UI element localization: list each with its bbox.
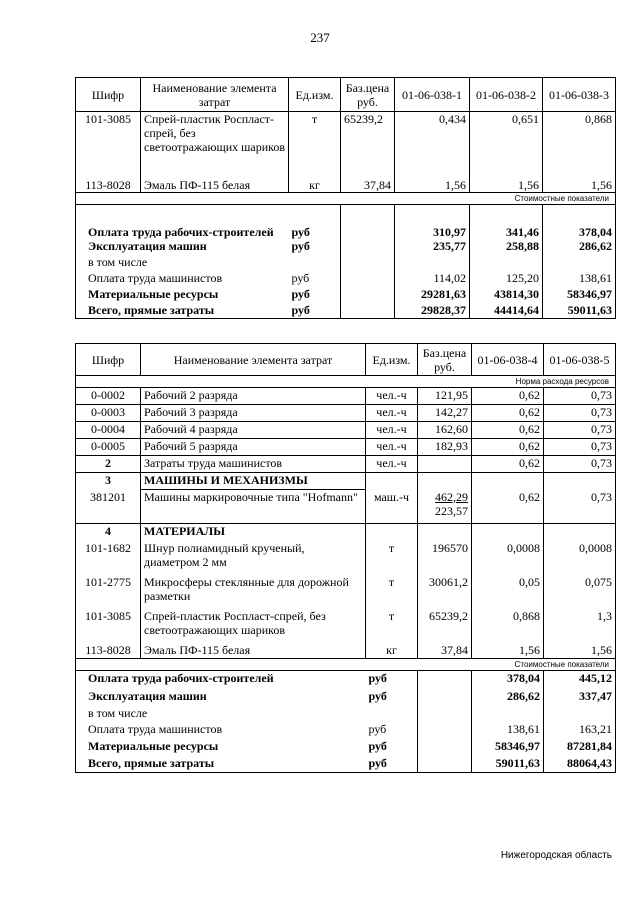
row-unit: чел.-ч <box>366 405 418 422</box>
row-v5: 1,3 <box>544 609 616 643</box>
col-price: Баз.цена руб. <box>341 78 395 112</box>
row-v4: 0,62 <box>472 405 544 422</box>
summary-v4: 138,61 <box>472 722 544 739</box>
col-code: Шифр <box>76 344 141 376</box>
section-row <box>76 376 616 388</box>
col-name: Наименование элемента затрат <box>141 344 366 376</box>
summary-row <box>76 689 616 706</box>
row-v5: 0,73 <box>544 388 616 405</box>
summary-v2: 125,20 <box>470 271 543 287</box>
row-v5: 0,73 <box>544 422 616 439</box>
row-v3: 1,56 <box>543 178 616 193</box>
row-v4: 0,62 <box>472 456 544 473</box>
summary-v1: 114,02 <box>395 271 470 287</box>
col-unit: Ед.изм. <box>289 78 341 112</box>
row-code: 101-2775 <box>76 575 141 609</box>
page-number: 237 <box>310 30 330 45</box>
resource-table-2 <box>75 343 616 773</box>
row-price: 65239,2 <box>418 609 472 643</box>
summary-v3: 286,62 <box>543 239 616 255</box>
row-name: Спрей-пластик Роспласт-спрей, без светоотражающих шариков <box>141 609 366 643</box>
summary-v1: 29281,63 <box>395 287 470 303</box>
table-row <box>76 178 616 193</box>
table-row <box>76 609 616 643</box>
row-unit: кг <box>289 178 341 193</box>
summary-unit: руб <box>366 739 418 756</box>
row-v4: 0,868 <box>472 609 544 643</box>
col-unit: Ед.изм. <box>366 344 418 376</box>
row-price: 37,84 <box>341 178 395 193</box>
row-code: 113-8028 <box>76 178 141 193</box>
summary-unit: руб <box>289 303 341 319</box>
summary-v1: 310,97 <box>395 205 470 239</box>
summary-unit: руб <box>289 205 341 239</box>
summary-name: Эксплуатация машин <box>76 689 366 706</box>
row-unit: т <box>366 575 418 609</box>
row-name: Рабочий 3 разряда <box>141 405 366 422</box>
section-row <box>76 193 616 205</box>
table-row <box>76 575 616 609</box>
row-v4: 0,62 <box>472 388 544 405</box>
row-v2: 1,56 <box>470 178 543 193</box>
summary-v5: 88064,43 <box>544 756 616 773</box>
table-row <box>76 439 616 456</box>
group-title: МАШИНЫ И МЕХАНИЗМЫ <box>141 473 366 490</box>
summary-v3: 378,04 <box>543 205 616 239</box>
table-row <box>76 422 616 439</box>
col-price: Баз.цена руб. <box>418 344 472 376</box>
row-price: 162,60 <box>418 422 472 439</box>
summary-v5: 445,12 <box>544 671 616 689</box>
row-price: 196570 <box>418 541 472 575</box>
row-v5: 0,73 <box>544 490 616 524</box>
col-v3: 01-06-038-3 <box>543 78 616 112</box>
row-unit: чел.-ч <box>366 456 418 473</box>
row-code: 2 <box>76 456 141 473</box>
row-price: 30061,2 <box>418 575 472 609</box>
summary-v2: 341,46 <box>470 205 543 239</box>
row-unit: т <box>366 541 418 575</box>
row-name: Спрей-пластик Роспласт-спрей, без светоотражающих шариков <box>141 112 289 178</box>
col-v2: 01-06-038-2 <box>470 78 543 112</box>
col-v4: 01-06-038-4 <box>472 344 544 376</box>
row-v4: 0,62 <box>472 422 544 439</box>
summary-name: Всего, прямые затраты <box>76 756 366 773</box>
row-price: 121,95 <box>418 388 472 405</box>
summary-name: Материальные ресурсы <box>76 739 366 756</box>
row-price: 37,84 <box>418 643 472 659</box>
section-label: Стоимостные показатели <box>76 193 616 205</box>
summary-unit: руб <box>366 689 418 706</box>
summary-name: Всего, прямые затраты <box>76 303 289 319</box>
summary-v2: 258,88 <box>470 239 543 255</box>
row-unit: т <box>289 112 341 178</box>
summary-v5: 163,21 <box>544 722 616 739</box>
row-price: 462,29 <box>435 489 468 504</box>
summary-v4 <box>472 706 544 722</box>
section-label: Стоимостные показатели <box>76 659 616 671</box>
group-header <box>76 524 616 541</box>
row-name: Микросферы стеклянные для дорожной разметки <box>141 575 366 609</box>
row-unit: чел.-ч <box>366 439 418 456</box>
group-title: МАТЕРИАЛЫ <box>141 524 366 541</box>
summary-v3: 58346,97 <box>543 287 616 303</box>
row-v2: 0,651 <box>470 112 543 178</box>
summary-unit: руб <box>366 722 418 739</box>
summary-unit: руб <box>289 239 341 255</box>
summary-name: Оплата труда машинистов <box>76 722 366 739</box>
summary-v4: 286,62 <box>472 689 544 706</box>
row-code: 101-1682 <box>76 541 141 575</box>
table-row <box>76 112 616 178</box>
summary-row <box>76 255 616 271</box>
table-header <box>76 78 616 112</box>
summary-v1: 29828,37 <box>395 303 470 319</box>
table-row <box>76 456 616 473</box>
table-header <box>76 344 616 376</box>
col-name: Наименование элемента затрат <box>141 78 289 112</box>
row-unit: чел.-ч <box>366 388 418 405</box>
row-name: Эмаль ПФ-115 белая <box>141 643 366 659</box>
summary-unit: руб <box>366 756 418 773</box>
summary-v1 <box>395 255 470 271</box>
summary-unit <box>366 706 418 722</box>
summary-unit <box>289 255 341 271</box>
row-code: 381201 <box>76 490 141 524</box>
row-unit: кг <box>366 643 418 659</box>
row-unit: т <box>366 609 418 643</box>
summary-v3: 59011,63 <box>543 303 616 319</box>
summary-row <box>76 722 616 739</box>
section-label: Норма расхода ресурсов <box>76 376 616 388</box>
row-name: Рабочий 4 разряда <box>141 422 366 439</box>
summary-unit: руб <box>289 271 341 287</box>
section-row <box>76 659 616 671</box>
summary-v3: 138,61 <box>543 271 616 287</box>
summary-v4: 58346,97 <box>472 739 544 756</box>
group-header <box>76 473 616 490</box>
row-code: 101-3085 <box>76 609 141 643</box>
summary-v2: 44414,64 <box>470 303 543 319</box>
summary-v5: 337,47 <box>544 689 616 706</box>
row-name: Рабочий 5 разряда <box>141 439 366 456</box>
row-price <box>418 456 472 473</box>
summary-name: в том числе <box>76 706 366 722</box>
summary-v5: 87281,84 <box>544 739 616 756</box>
summary-name: Материальные ресурсы <box>76 287 289 303</box>
row-price: 182,93 <box>418 439 472 456</box>
table-row <box>76 405 616 422</box>
row-price-alt: 223,57 <box>435 503 468 518</box>
table-row <box>76 490 616 524</box>
row-v4: 0,05 <box>472 575 544 609</box>
row-name: Шнур полиамидный крученый, диаметром 2 мм <box>141 541 366 575</box>
summary-row <box>76 205 616 239</box>
summary-name: Эксплуатация машин <box>76 239 289 255</box>
row-v5: 0,73 <box>544 456 616 473</box>
row-v5: 1,56 <box>544 643 616 659</box>
summary-row <box>76 303 616 319</box>
row-name: Рабочий 2 разряда <box>141 388 366 405</box>
summary-row <box>76 756 616 773</box>
group-code: 3 <box>76 473 141 490</box>
summary-v4: 59011,63 <box>472 756 544 773</box>
row-unit: маш.-ч <box>366 490 418 524</box>
summary-row <box>76 706 616 722</box>
summary-v2: 43814,30 <box>470 287 543 303</box>
summary-unit: руб <box>366 671 418 689</box>
row-v4: 1,56 <box>472 643 544 659</box>
summary-v5 <box>544 706 616 722</box>
col-v5: 01-06-038-5 <box>544 344 616 376</box>
row-v4: 0,62 <box>472 439 544 456</box>
summary-row <box>76 239 616 255</box>
row-v4: 0,62 <box>472 490 544 524</box>
row-code: 0-0004 <box>76 422 141 439</box>
summary-v4: 378,04 <box>472 671 544 689</box>
row-code: 0-0002 <box>76 388 141 405</box>
table-row <box>76 541 616 575</box>
row-code: 113-8028 <box>76 643 141 659</box>
summary-unit: руб <box>289 287 341 303</box>
row-v3: 0,868 <box>543 112 616 178</box>
row-price: 65239,2 <box>341 112 395 178</box>
row-code: 101-3085 <box>76 112 141 178</box>
row-name: Эмаль ПФ-115 белая <box>141 178 289 193</box>
table-row <box>76 643 616 659</box>
row-v1: 0,434 <box>395 112 470 178</box>
region-footer: Нижегородская область <box>500 850 612 861</box>
summary-name: Оплата труда рабочих-строителей <box>76 671 366 689</box>
group-code: 4 <box>76 524 141 541</box>
summary-name: Оплата труда машинистов <box>76 271 289 287</box>
row-v4: 0,0008 <box>472 541 544 575</box>
row-code: 0-0003 <box>76 405 141 422</box>
row-v5: 0,73 <box>544 439 616 456</box>
summary-row <box>76 671 616 689</box>
summary-v1: 235,77 <box>395 239 470 255</box>
summary-name: Оплата труда рабочих-строителей <box>76 205 289 239</box>
summary-v2 <box>470 255 543 271</box>
row-unit: чел.-ч <box>366 422 418 439</box>
col-v1: 01-06-038-1 <box>395 78 470 112</box>
col-code: Шифр <box>76 78 141 112</box>
row-v1: 1,56 <box>395 178 470 193</box>
table-row <box>76 388 616 405</box>
row-v5: 0,73 <box>544 405 616 422</box>
summary-row <box>76 271 616 287</box>
row-v5: 0,075 <box>544 575 616 609</box>
row-name: Затраты труда машинистов <box>141 456 366 473</box>
summary-row <box>76 739 616 756</box>
row-price: 142,27 <box>418 405 472 422</box>
summary-row <box>76 287 616 303</box>
row-name: Машины маркировочные типа "Hofmann" <box>141 490 366 524</box>
resource-table-1 <box>75 77 616 319</box>
summary-v3 <box>543 255 616 271</box>
row-v5: 0,0008 <box>544 541 616 575</box>
row-code: 0-0005 <box>76 439 141 456</box>
summary-name: в том числе <box>76 255 289 271</box>
